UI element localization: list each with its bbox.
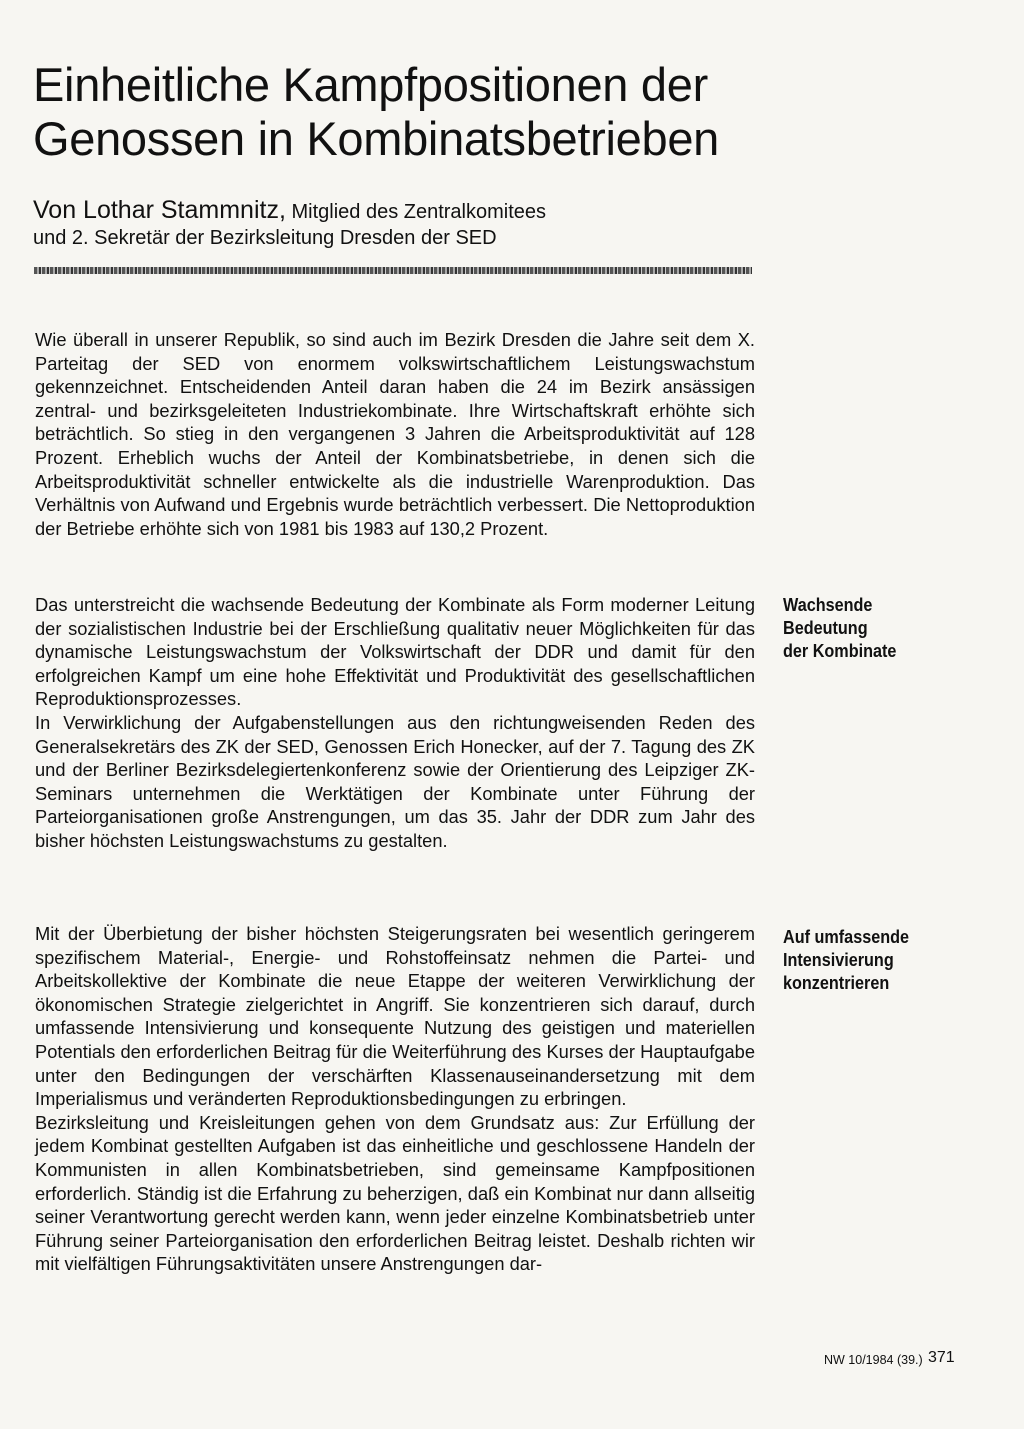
margin-heading-line: konzentrieren bbox=[783, 973, 890, 993]
margin-heading-line: Wachsende bbox=[783, 595, 873, 615]
margin-heading-2 bbox=[783, 926, 963, 995]
body-paragraph: Mit der Überbietung der bisher höchsten Steigerungsraten bei wesentlich geringerem spezifischem Material-, Energie- und Rohstoffeinsatz nehmen die Partei- und Arbeitskollektive der Kombinate die neue Etappe der weiteren Verwirklichung der ökonomischen Strategie zielgerichtet in Angriff. Sie konzentrieren sich darauf, durch umfassende Intensivierung und konsequente Nutzung des geistigen und materiellen Potentials den erforderlichen Beitrag für die Weiterführung des Kurses der Hauptaufgabe unter den Bedingungen der verschärften Klassenauseinandersetzung mit dem Imperialismus und veränderten Reproduktionsbedingungen zu erbringen. bbox=[35, 923, 755, 1110]
body-paragraph: Das unterstreicht die wachsende Bedeutung der Kombinate als Form moderner Leitung der sozialistischen Industrie bei der Erschließung qualitativ neuer Möglichkeiten für das dynamische Leistungswachstum der Volkswirtschaft der DDR und damit für den erfolgreichen Kampf um eine hohe Effektivität und Produktivität des gesellschaftlichen Reproduktionsprozesses. bbox=[35, 594, 755, 710]
margin-heading-1 bbox=[783, 594, 963, 663]
body-section-2 bbox=[35, 593, 755, 853]
body-paragraph: Wie überall in unserer Republik, so sind auch im Bezirk Dresden die Jahre seit dem X. Parteitag der SED von enormem volkswirtschaftlichem Leistungswachstum gekennzeichnet. Entscheidenden Anteil daran haben die 24 im Bezirk ansässigen zentral- und bezirksgeleiteten Industriekombinate. Ihre Wirtschaftskraft erhöhte sich beträchtlich. So stieg in den vergangenen 3 Jahren die Arbeitsproduktivität auf 128 Prozent. Erheblich wuchs der Anteil der Kombinatsbetriebe, in denen sich die Arbeitsproduktivität schneller entwickelte als die industrielle Warenproduktion. Das Verhältnis von Aufwand und Ergebnis wurde beträchtlich verbessert. Die Nettoproduktion der Betriebe erhöhte sich von 1981 bis 1983 auf 130,2 Prozent. bbox=[35, 329, 755, 539]
author-name: Von Lothar Stammnitz, bbox=[33, 196, 286, 224]
title-line-1: Einheitliche Kampfpositionen der bbox=[33, 58, 708, 111]
issue-reference: NW 10/1984 (39.) bbox=[824, 1353, 923, 1367]
title-line-2: Genossen in Kombinatsbetrieben bbox=[33, 112, 719, 165]
article-title bbox=[33, 58, 933, 166]
body-paragraph: In Verwirklichung der Aufgabenstellungen aus den richtungweisenden Reden des Generalsekretärs des ZK der SED, Genossen Erich Honecker, auf der 7. Tagung des ZK und der Berliner Bezirksdelegiertenkonferenz sowie der Orientierung des Leipziger ZK-Seminars unternehmen die Werktätigen der Kombinate unter Führung der Parteiorganisationen große Anstrengungen, um das 35. Jahr der DDR zum Jahr des bisher höchsten Leistungswachstums zu gestalten. bbox=[35, 711, 755, 851]
margin-heading-line: Intensivierung bbox=[783, 950, 894, 970]
body-section-3 bbox=[35, 922, 755, 1276]
body-section-1 bbox=[35, 328, 755, 540]
margin-heading-line: Auf umfassende bbox=[783, 927, 910, 947]
margin-heading-line: Bedeutung bbox=[783, 618, 868, 638]
margin-heading-line: der Kombinate bbox=[783, 641, 897, 661]
author-role-line-1: Mitglied des Zentralkomitees bbox=[291, 201, 547, 223]
author-role-line-2: und 2. Sekretär der Bezirksleitung Dresden der SED bbox=[33, 227, 497, 249]
page-number: 371 bbox=[928, 1349, 955, 1366]
body-paragraph: Bezirksleitung und Kreisleitungen gehen von dem Grundsatz aus: Zur Erfüllung der jedem Kombinat gestellten Aufgaben ist das einheitliche und geschlossene Handeln der Kommunisten in allen Kombinatsbetrieben, sind gemeinsame Kampfpositionen erforderlich. Ständig ist die Erfahrung zu beherzigen, daß ein Kombinat nur dann allseitig seiner Verantwortung gerecht werden kann, wenn jeder einzelne Kombinatsbetrieb unter Führung seiner Parteiorganisation den erforderlichen Beitrag leistet. Deshalb richten wir mit vielfältigen Führungsaktivitäten unsere Anstrengungen dar- bbox=[35, 1111, 755, 1275]
title-divider bbox=[34, 267, 752, 274]
byline bbox=[33, 197, 793, 251]
